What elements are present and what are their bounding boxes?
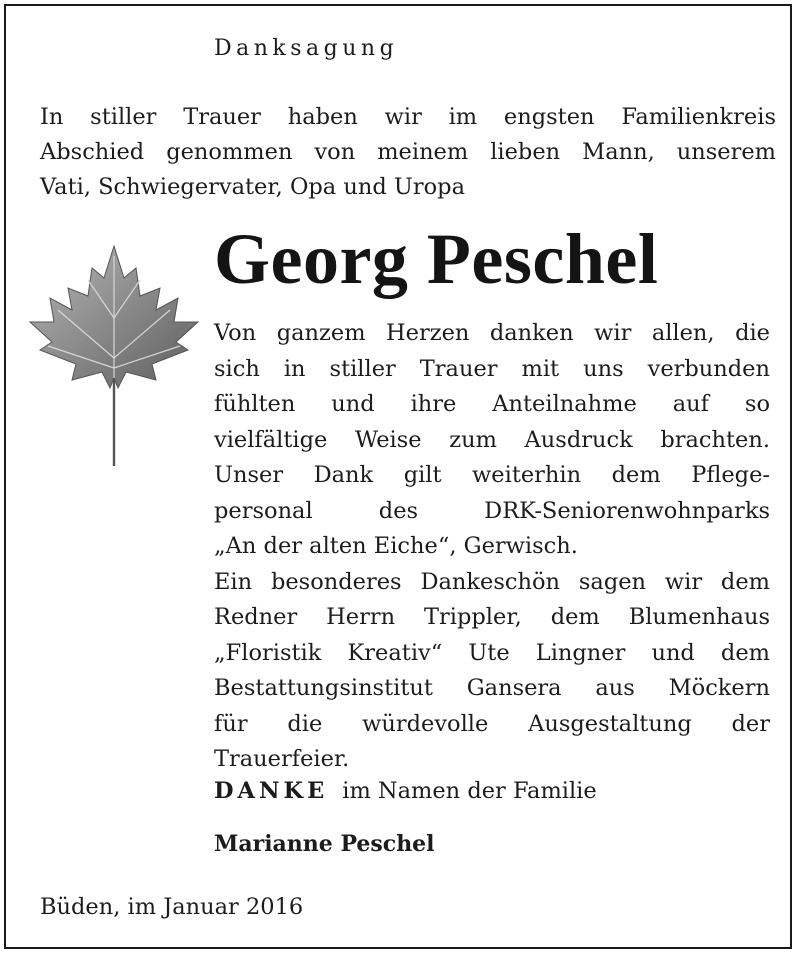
body-text: [214, 316, 770, 778]
body-line: vielfältige Weise zum Ausdruck brachten.: [214, 426, 770, 453]
body-line: fühlten und ihre Anteilnahme auf so: [214, 391, 770, 417]
intro-line: In stiller Trauer haben wir im engsten Familienkreis: [40, 104, 776, 130]
body-line: Unser Dank gilt weiterhin dem Pflege-: [214, 462, 770, 488]
body-line: Trauerfeier.: [214, 746, 350, 772]
body-line: „Floristik Kreativ“ Ute Lingner und dem: [214, 639, 770, 666]
body-line: personal des DRK-Seniorenwohnparks: [214, 497, 770, 524]
body-line: „An der alten Eiche“, Gerwisch.: [214, 533, 578, 559]
obituary-frame: [4, 4, 792, 949]
place-date: Büden, im Januar 2016: [40, 894, 304, 920]
intro-text: [40, 100, 776, 205]
body-line: Ein besonderes Dankeschön sagen wir dem: [214, 568, 770, 595]
signer-name: Marianne Peschel: [214, 831, 435, 857]
body-line: für die würdevolle Ausgestaltung der: [214, 710, 770, 737]
body-line: Redner Herrn Trippler, dem Blumenhaus: [214, 604, 770, 630]
heading: Danksagung: [214, 36, 399, 61]
body-line: sich in stiller Trauer mit uns verbunden: [214, 355, 770, 382]
danke-line: [214, 778, 597, 804]
danke-text: im Namen der Familie: [342, 778, 597, 804]
body-line: Von ganzem Herzen danken wir allen, die: [214, 320, 770, 346]
intro-line: Vati, Schwiegervater, Opa und Uropa: [40, 174, 465, 200]
danke-word: DANKE: [214, 778, 329, 804]
deceased-name: Georg Peschel: [214, 219, 659, 299]
intro-line: Abschied genommen von meinem lieben Mann, unserem: [40, 139, 776, 165]
maple-leaf-icon: [28, 238, 200, 470]
body-line: Bestattungsinstitut Gansera aus Möckern: [214, 675, 770, 701]
